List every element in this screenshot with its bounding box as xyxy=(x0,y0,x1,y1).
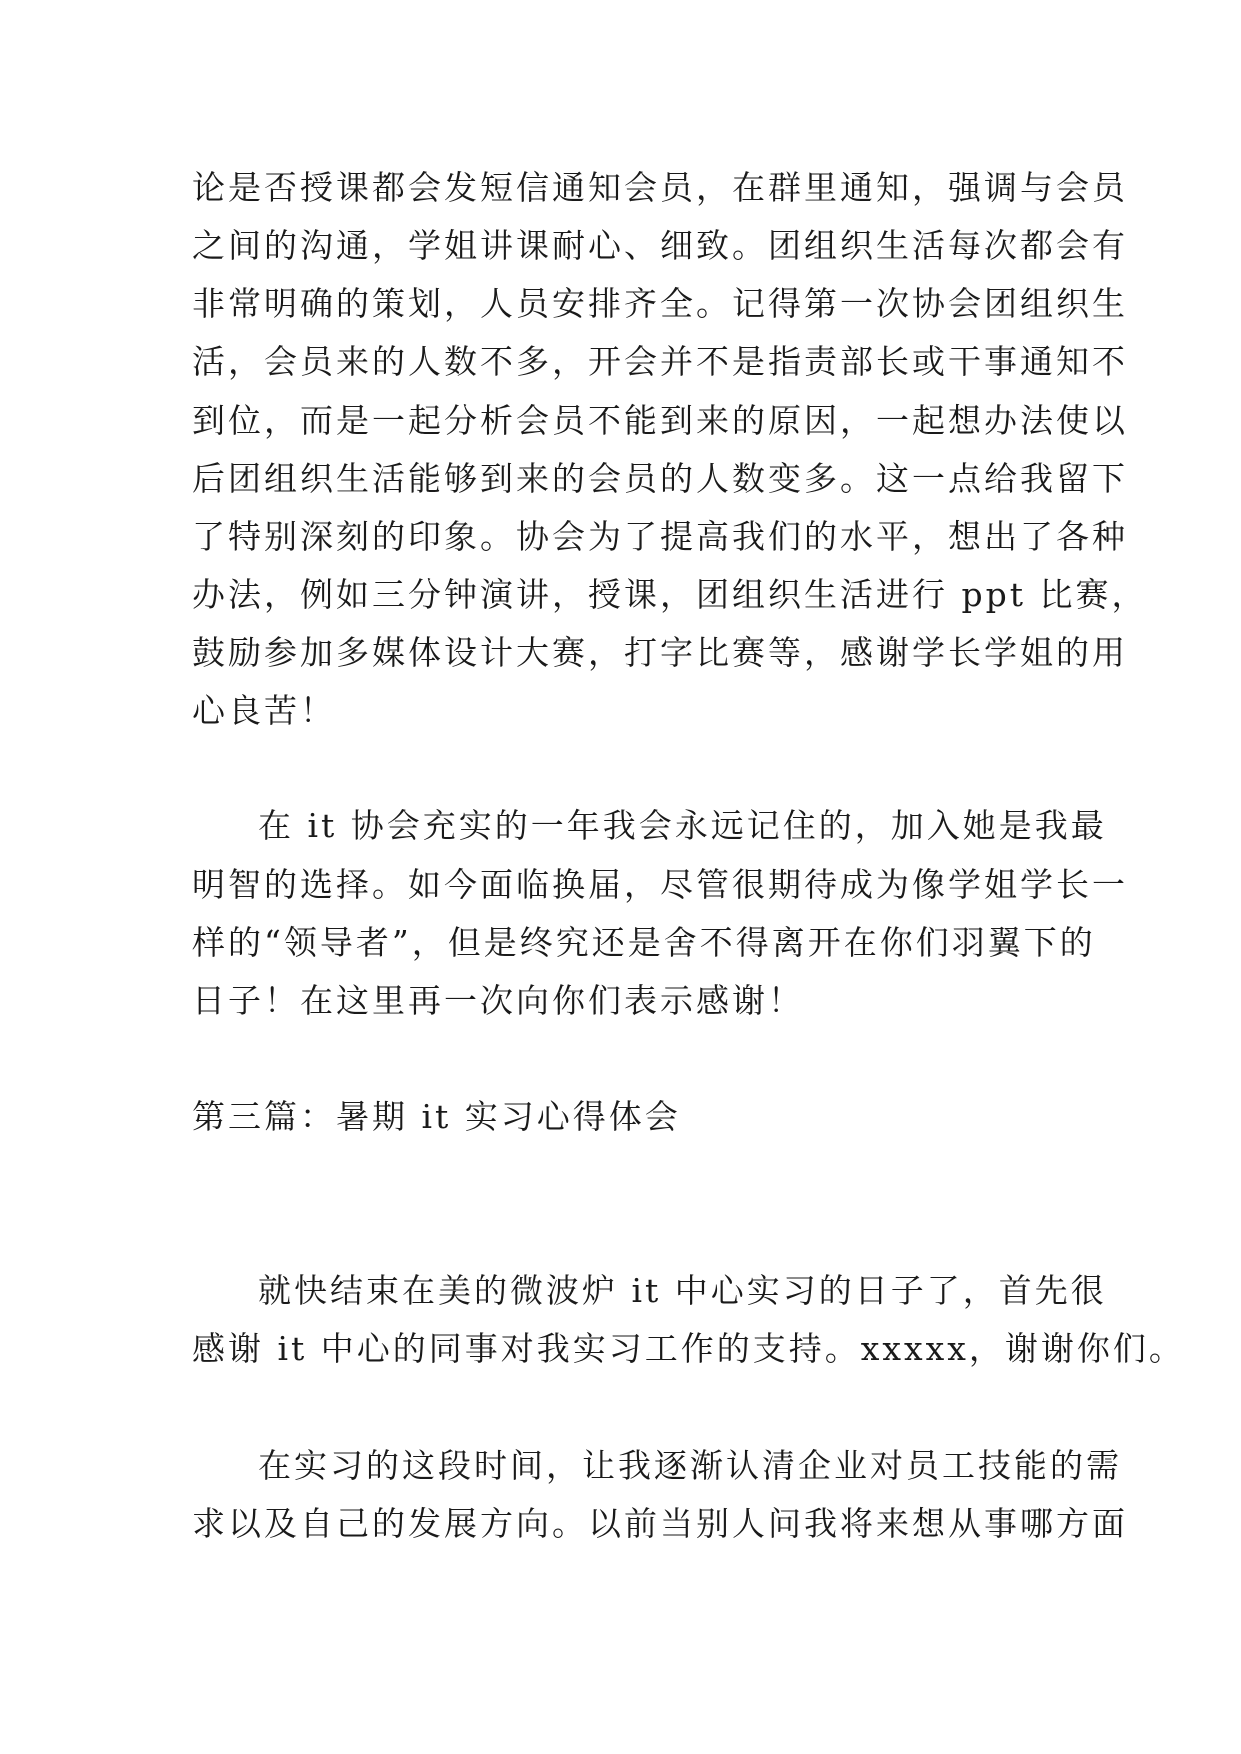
paragraph-line: 鼓励参加多媒体设计大赛，打字比赛等，感谢学长学姐的用 xyxy=(192,633,1128,672)
paragraph-line: 活，会员来的人数不多，开会并不是指责部长或干事通知不 xyxy=(192,342,1128,381)
paragraph-line: 感谢 it 中心的同事对我实习工作的支持。xxxxx，谢谢你们。 xyxy=(192,1329,1185,1368)
paragraph-line: 非常明确的策划，人员安排齐全。记得第一次协会团组织生 xyxy=(192,284,1128,323)
paragraph-line: 就快结束在美的微波炉 it 中心实习的日子了，首先很 xyxy=(258,1271,1107,1310)
paragraph-line: 后团组织生活能够到来的会员的人数变多。这一点给我留下 xyxy=(192,459,1128,498)
section-heading: 第三篇：暑期 it 实习心得体会 xyxy=(192,1097,681,1136)
paragraph-line: 在 it 协会充实的一年我会永远记住的，加入她是我最 xyxy=(258,806,1107,845)
paragraph-line: 论是否授课都会发短信通知会员，在群里通知，强调与会员 xyxy=(192,168,1128,207)
paragraph-line: 明智的选择。如今面临换届，尽管很期待成为像学姐学长一 xyxy=(192,865,1128,904)
paragraph-line: 日子！在这里再一次向你们表示感谢！ xyxy=(192,981,804,1020)
paragraph-line: 之间的沟通，学姐讲课耐心、细致。团组织生活每次都会有 xyxy=(192,226,1128,265)
paragraph-line: 求以及自己的发展方向。以前当别人问我将来想从事哪方面 xyxy=(192,1504,1128,1543)
paragraph-line: 样的“领导者”，但是终究还是舍不得离开在你们羽翼下的 xyxy=(192,923,1096,962)
paragraph-line: 在实习的这段时间，让我逐渐认清企业对员工技能的需 xyxy=(258,1446,1122,1485)
paragraph-line: 了特别深刻的印象。协会为了提高我们的水平，想出了各种 xyxy=(192,517,1128,556)
paragraph-line: 到位，而是一起分析会员不能到来的原因，一起想办法使以 xyxy=(192,401,1128,440)
paragraph-line: 心良苦！ xyxy=(192,691,336,730)
paragraph-line: 办法，例如三分钟演讲，授课，团组织生活进行 ppt 比赛， xyxy=(192,575,1148,614)
